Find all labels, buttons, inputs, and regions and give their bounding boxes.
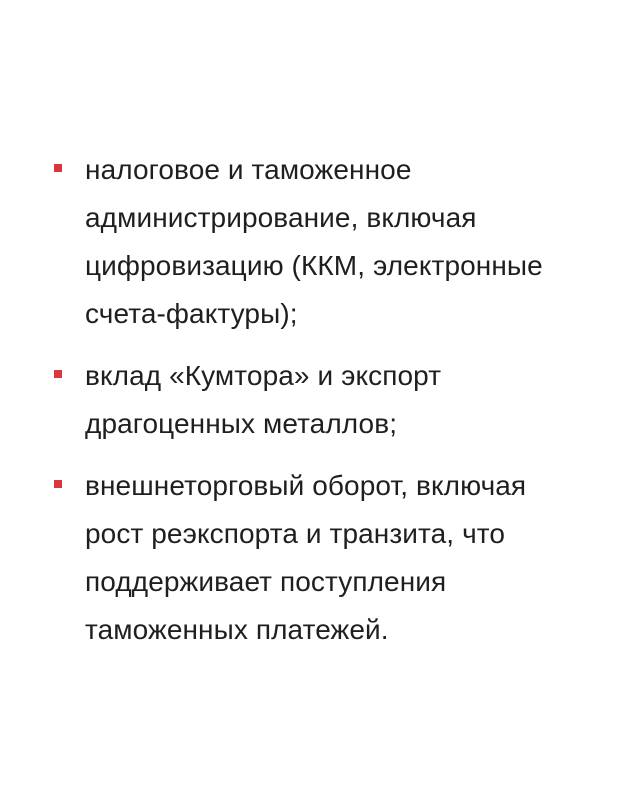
red-square-bullet-icon: [54, 370, 62, 378]
list-item-text: вклад «Кумтора» и экспорт драгоценных металлов;: [85, 360, 442, 439]
list-item: [48, 462, 608, 654]
red-square-bullet-icon: [54, 480, 62, 488]
list-item-text: внешнеторговый оборот, включая рост реэкспорта и транзита, что поддерживает поступления таможенных платежей.: [85, 470, 527, 645]
red-square-bullet-icon: [54, 164, 62, 172]
bullet-list: [48, 146, 608, 654]
list-item: [48, 146, 608, 338]
list-item: [48, 352, 608, 448]
list-item-text: налоговое и таможенное администрирование, включая цифровизацию (ККМ, электронные счета-фактуры);: [85, 154, 543, 329]
